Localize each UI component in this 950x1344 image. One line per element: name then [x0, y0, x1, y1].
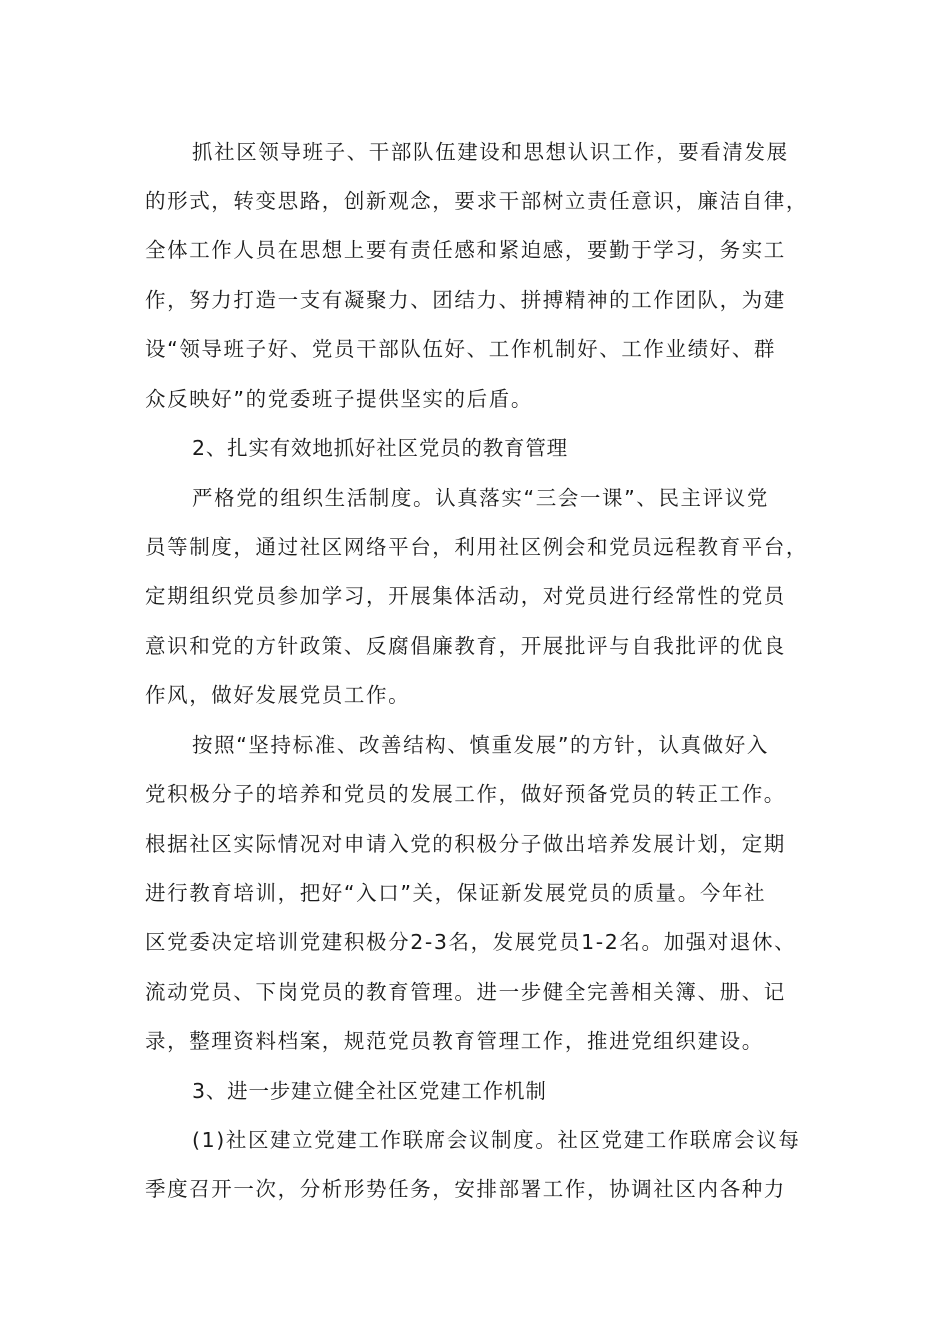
paragraph-line: 作风，做好发展党员工作。: [145, 683, 411, 707]
section-heading: 2、扎实有效地抓好社区党员的教育管理: [192, 436, 568, 460]
paragraph-line: (1)社区建立党建工作联席会议制度。社区党建工作联席会议每: [192, 1128, 801, 1152]
paragraph-line: 众反映好”的党委班子提供坚实的后盾。: [145, 387, 533, 411]
paragraph-line: 党积极分子的培养和党员的发展工作，做好预备党员的转正工作。: [145, 782, 786, 806]
paragraph-line: 的形式，转变思路，创新观念，要求干部树立责任意识，廉洁自律，: [145, 189, 808, 213]
paragraph-line: 进行教育培训，把好“入口”关，保证新发展党员的质量。今年社: [145, 881, 767, 905]
paragraph-line: 员等制度，通过社区网络平台，利用社区例会和党员远程教育平台，: [145, 535, 808, 559]
paragraph-line: 季度召开一次，分析形势任务，安排部署工作，协调社区内各种力: [145, 1177, 786, 1201]
paragraph-line: 定期组织党员参加学习，开展集体活动，对党员进行经常性的党员: [145, 584, 786, 608]
paragraph-line: 流动党员、下岗党员的教育管理。进一步健全完善相关簿、册、记: [145, 980, 786, 1004]
paragraph-line: 作，努力打造一支有凝聚力、团结力、拼搏精神的工作团队，为建: [145, 288, 786, 312]
section-heading: 3、进一步建立健全社区党建工作机制: [192, 1079, 547, 1103]
paragraph-line: 按照“坚持标准、改善结构、慎重发展”的方针，认真做好入: [192, 733, 769, 757]
paragraph-line: 设“领导班子好、党员干部队伍好、工作机制好、工作业绩好、群: [145, 337, 777, 361]
paragraph-line: 抓社区领导班子、干部队伍建设和思想认识工作，要看清发展: [192, 140, 789, 164]
paragraph-line: 意识和党的方针政策、反腐倡廉教育，开展批评与自我批评的优良: [145, 634, 786, 658]
paragraph-line: 全体工作人员在思想上要有责任感和紧迫感，要勤于学习，务实工: [145, 238, 786, 262]
paragraph-line: 区党委决定培训党建积极分2-3名，发展党员1-2名。加强对退休、: [145, 930, 797, 954]
paragraph-line: 根据社区实际情况对申请入党的积极分子做出培养发展计划，定期: [145, 832, 786, 856]
paragraph-line: 录，整理资料档案，规范党员教育管理工作，推进党组织建设。: [145, 1029, 764, 1053]
paragraph-line: 严格党的组织生活制度。认真落实“三会一课”、民主评议党: [192, 486, 769, 510]
